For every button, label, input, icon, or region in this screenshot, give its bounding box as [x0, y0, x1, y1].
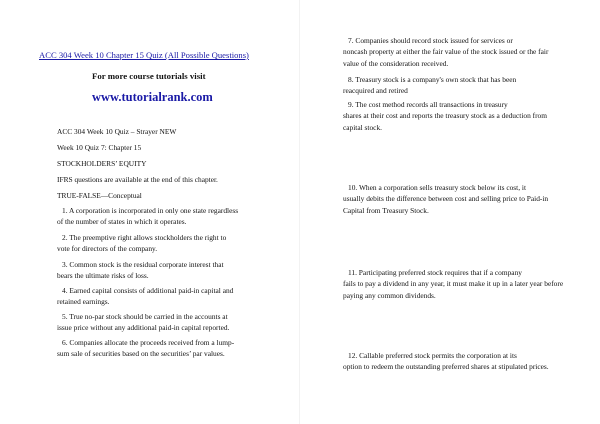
website-link[interactable]: www.tutorialrank.com — [92, 90, 213, 104]
question-11 — [343, 267, 566, 301]
question-10 — [343, 182, 566, 216]
question-line: 1. A corporation is incorporated in only one state regardless — [62, 206, 239, 215]
ifrs-note: IFRS questions are available at the end of this chapter. — [57, 175, 218, 184]
quiz-title: ACC 304 Week 10 Quiz – Strayer NEW — [57, 127, 177, 136]
question-line: usually debits the difference between cost and selling price to Paid-in Capital from Treasury Stock. — [343, 194, 549, 215]
question-4 — [57, 285, 282, 308]
question-line: 12. Callable preferred stock permits the corporation at its — [348, 351, 517, 360]
question-8 — [343, 74, 566, 97]
question-9 — [343, 99, 566, 133]
question-line: issue price without any additional paid-in capital reported. — [57, 323, 230, 333]
question-line: 3. Common stock is the residual corporate interest that — [62, 260, 224, 269]
question-line: 8. Treasury stock is a company's own stock that has been — [348, 75, 517, 84]
question-line: 2. The preemptive right allows stockholders the right to — [62, 233, 227, 242]
question-line: bears the ultimate risks of loss. — [57, 271, 149, 281]
chapter-heading: STOCKHOLDERS’ EQUITY — [57, 159, 147, 168]
question-7 — [343, 35, 566, 69]
question-line: 5. True no-par stock should be carried in the accounts at — [62, 312, 228, 321]
question-2 — [57, 232, 282, 255]
question-line: 7. Companies should record stock issued for services or — [348, 36, 513, 45]
question-12 — [343, 350, 566, 373]
question-line: 6. Companies allocate the proceeds received from a lump- — [62, 338, 235, 347]
question-line: shares at their cost and reports the treasury stock as a deduction from capital stock. — [343, 111, 547, 132]
question-line: fails to pay a dividend in any year, it must make it up in a later year before paying any common dividends. — [343, 279, 564, 300]
question-1 — [57, 205, 282, 228]
question-line: sum sale of securities based on the securities’ par values. — [57, 349, 225, 359]
quiz-subtitle: Week 10 Quiz 7: Chapter 15 — [57, 143, 142, 152]
question-6 — [57, 337, 282, 360]
question-line: 10. When a corporation sells treasury stock below its cost, it — [348, 183, 527, 192]
header-link[interactable]: ACC 304 Week 10 Chapter 15 Quiz (All Possible Questions) — [39, 50, 249, 60]
section-heading: TRUE-FALSE—Conceptual — [57, 191, 142, 200]
question-line: retained earnings. — [57, 297, 110, 307]
question-line: vote for directors of the company. — [57, 244, 158, 254]
promo-text: For more course tutorials visit — [92, 71, 206, 81]
question-line: noncash property at either the fair value of the stock issued or the fair value of the consideration received. — [343, 47, 549, 68]
question-line: 11. Participating preferred stock requires that if a company — [348, 268, 522, 277]
question-line: option to redeem the outstanding preferred shares at stipulated prices. — [343, 362, 549, 372]
question-line: of the number of states in which it operates. — [57, 217, 187, 227]
right-page — [300, 0, 600, 424]
question-line: 9. The cost method records all transactions in treasury — [348, 100, 508, 109]
question-3 — [57, 259, 282, 282]
question-5 — [57, 311, 282, 334]
question-line: 4. Earned capital consists of additional paid-in capital and — [62, 286, 234, 295]
question-line: reacquired and retired — [343, 86, 408, 96]
